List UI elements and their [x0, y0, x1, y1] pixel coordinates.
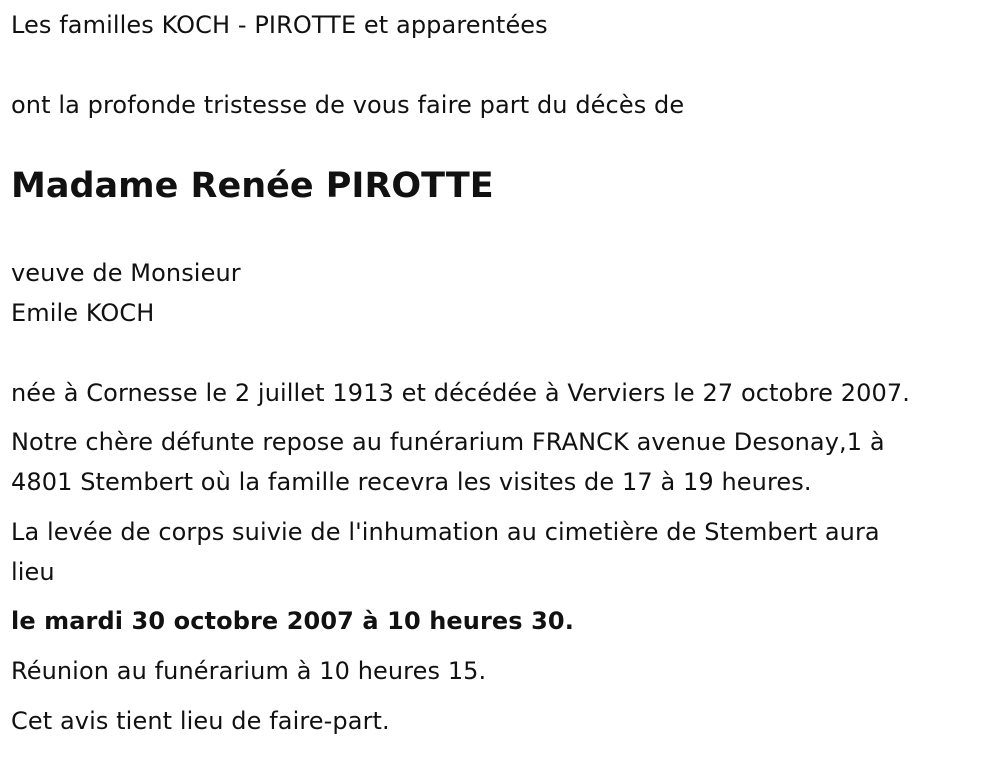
deceased-name: Madame Renée PIROTTE [11, 166, 494, 206]
repose-line-1: Notre chère défunte repose au funérarium FRANCK avenue Desonay,1 à [11, 428, 885, 456]
announcement-line: ont la profonde tristesse de vous faire part du décès de [11, 91, 685, 119]
ceremony-line-1: La levée de corps suivie de l'inhumation au cimetière de Stembert aura [11, 518, 880, 546]
meeting-line: Réunion au funérarium à 10 heures 15. [11, 657, 487, 685]
widow-line-2: Emile KOCH [11, 299, 155, 327]
closing-line: Cet avis tient lieu de faire-part. [11, 707, 390, 735]
birth-death-line: née à Cornesse le 2 juillet 1913 et décédée à Verviers le 27 octobre 2007. [11, 379, 910, 407]
ceremony-line-2: lieu [11, 558, 55, 586]
repose-line-2: 4801 Stembert où la famille recevra les visites de 17 à 19 heures. [11, 468, 812, 496]
widow-line-1: veuve de Monsieur [11, 259, 241, 287]
ceremony-date: le mardi 30 octobre 2007 à 10 heures 30. [11, 607, 574, 635]
families-line: Les familles KOCH - PIROTTE et apparentées [11, 11, 548, 39]
